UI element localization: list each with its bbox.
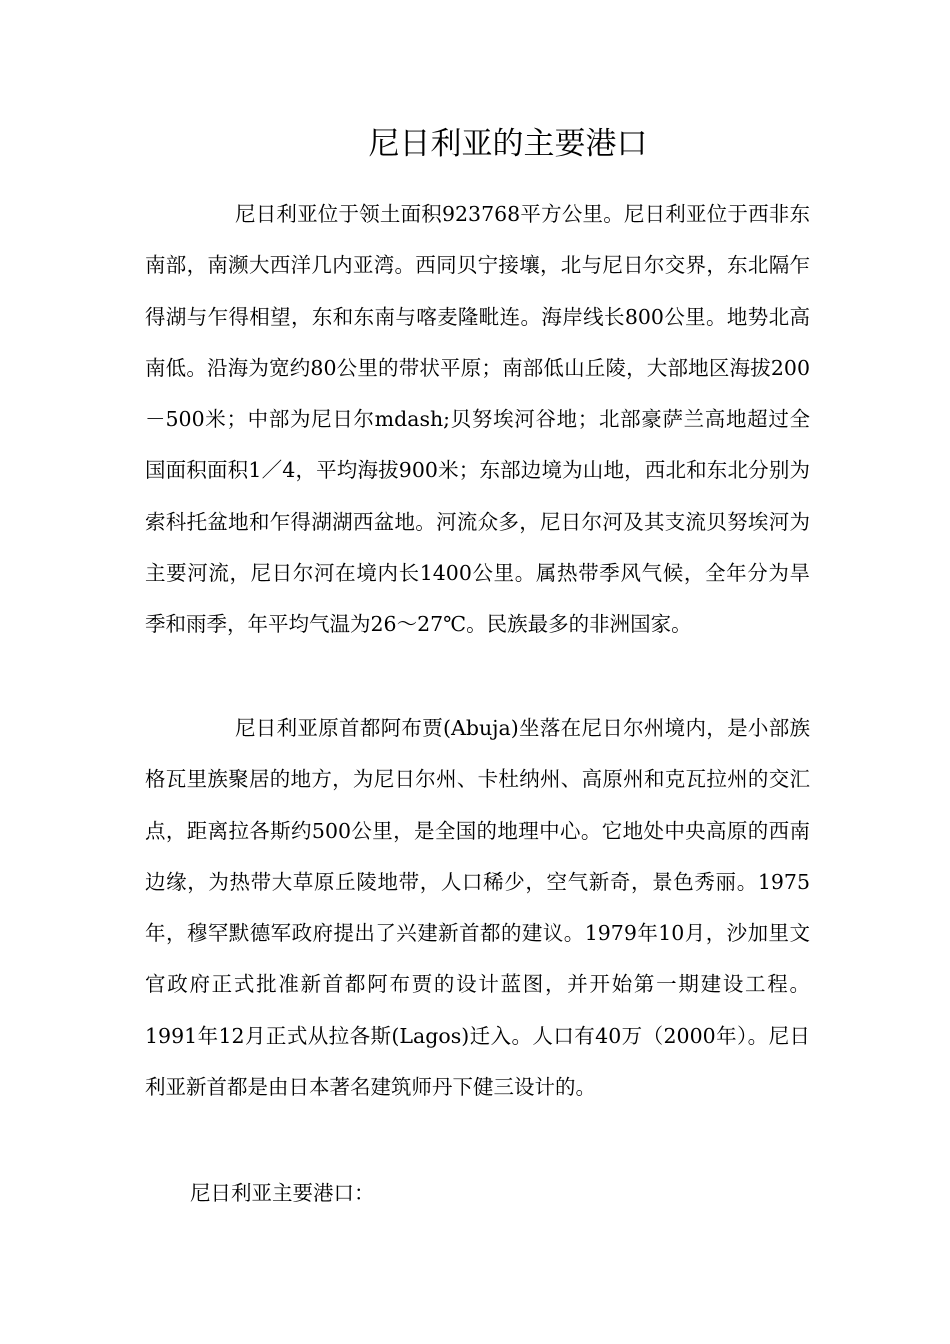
paragraph-ports-heading — [145, 1168, 810, 1219]
paragraph-text: 尼日利亚主要港口： — [190, 1181, 375, 1205]
paragraph-geography — [145, 189, 810, 651]
paragraph-text: 尼日利亚位于领土面积923768平方公里。尼日利亚位于西非东南部，南濒大西洋几内亚湾。西同贝宁接壤，北与尼日尔交界，东北隔乍得湖与乍得相望，东和东南与喀麦隆毗连。海岸线长800公里。地势北高南低。沿海为宽约80公里的带状平原；南部低山丘陵，大部地区海拔200－500米；中部为尼日尔mdash;贝努埃河谷地；北部豪萨兰高地超过全国面积面积1／4，平均海拔900米；东部边境为山地，西北和东北分别为索科托盆地和乍得湖湖西盆地。河流众多，尼日尔河及其支流贝努埃河为主要河流，尼日尔河在境内长1400公里。属热带季风气候，全年分为旱季和雨季，年平均气温为26～27℃。民族最多的非洲国家。 — [145, 202, 810, 637]
document-title: 尼日利亚的主要港口 — [368, 126, 648, 162]
paragraph-capital — [145, 703, 810, 1113]
paragraph-text: 尼日利亚原首都阿布贾(Abuja)坐落在尼日尔州境内，是小部族格瓦里族聚居的地方，为尼日尔州、卡杜纳州、高原州和克瓦拉州的交汇点，距离拉各斯约500公里，是全国的地理中心。它地处中央高原的西南边缘，为热带大草原丘陵地带，人口稀少，空气新奇，景色秀丽。1975年，穆罕默德军政府提出了兴建新首都的建议。1979年10月，沙加里文官政府正式批准新首都阿布贾的设计蓝图，并开始第一期建设工程。1991年12月正式从拉各斯(Lagos)迁入。人口有40万（2000年）。尼日利亚新首都是由日本著名建筑师丹下健三设计的。 — [145, 716, 810, 1100]
